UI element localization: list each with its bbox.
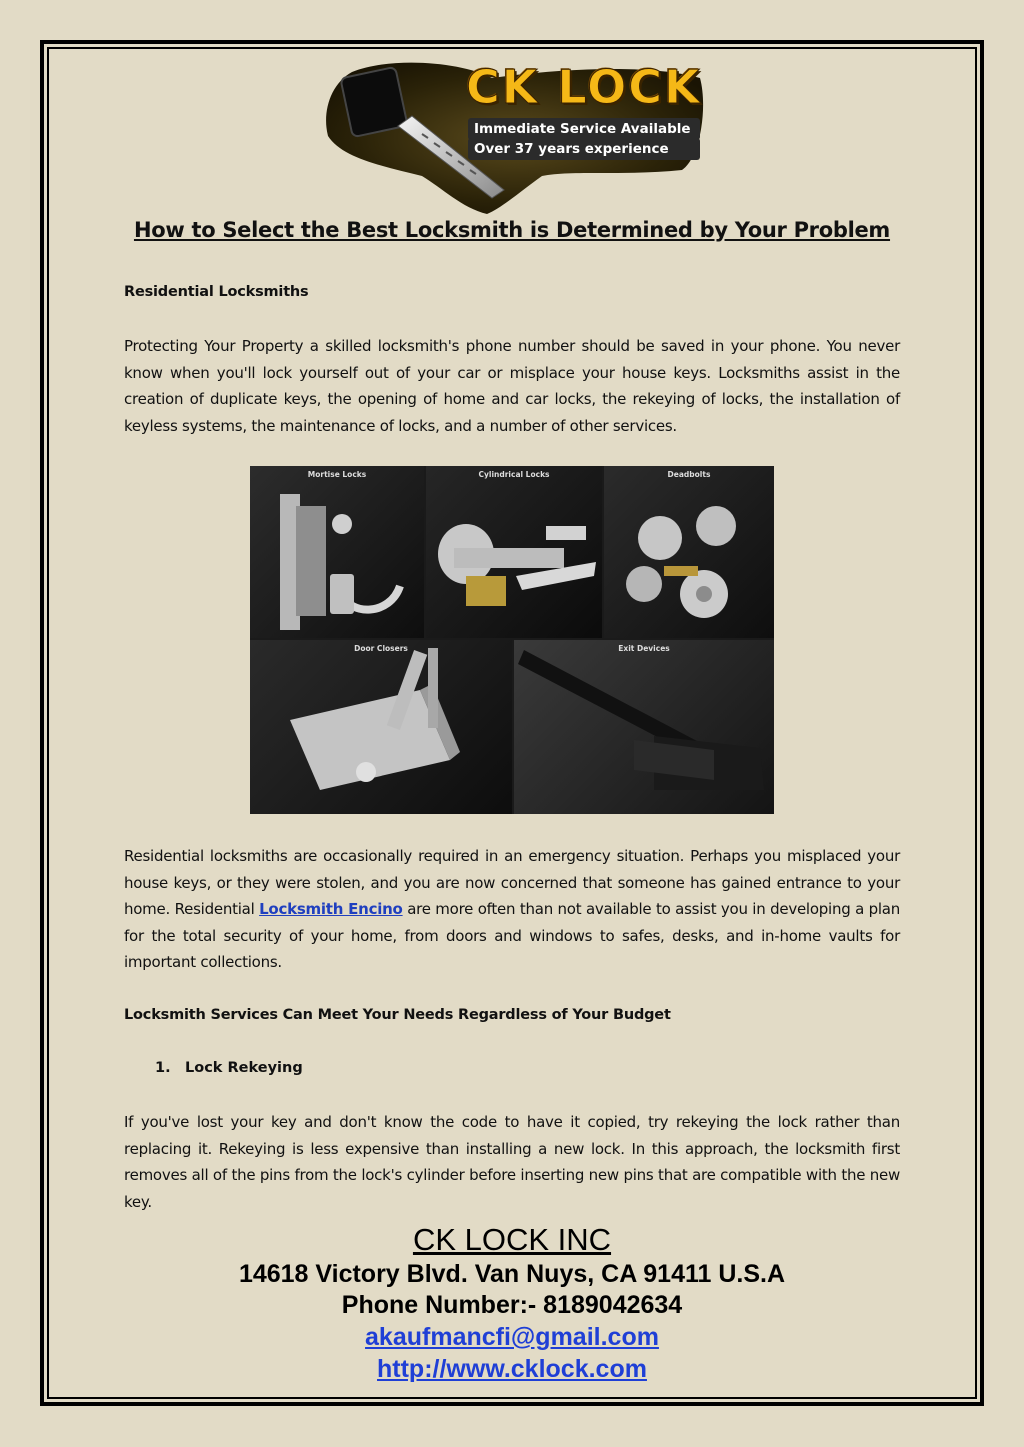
photo-panel-door-closers [250,640,512,814]
footer-email-link[interactable]: akaufmancfi@gmail.com [365,1323,659,1351]
paragraph-residential [124,843,900,976]
deadbolt-icon [604,466,774,638]
logo-brand-text: CK LOCK [466,60,702,114]
footer-website-link[interactable]: http://www.cklock.com [377,1355,647,1383]
mortise-lock-icon [250,466,424,638]
cylindrical-lock-icon [426,466,602,638]
photo-panel-deadbolts [604,466,774,638]
paragraph-residential-text-end: are more often than not available to assist you in developing a plan for the total security of your home, from doors and windows to safes, desks, and in-home vaults for important collections. [124,900,900,971]
caption-exit-devices: Exit Devices [618,644,670,653]
paragraph-intro: Protecting Your Property a skilled locksmith's phone number should be saved in your phone. You never know when you'll lock yourself out of your car or misplace your house keys. Locksmiths assist in the creation of duplicate keys, the opening of home and car locks, the rekeying of locks, the installation of keyless systems, the maintenance of locks, and a number of other services. [124,337,900,435]
list-item-label: Lock Rekeying [185,1060,303,1076]
footer-address: 14618 Victory Blvd. Van Nuys, CA 91411 U.S.A [238,1260,786,1288]
door-closer-icon [250,640,512,814]
footer-company-name: CK LOCK INC [412,1222,612,1257]
caption-deadbolts: Deadbolts [667,470,711,479]
paragraph-residential-text-start: Residential locksmiths are occasionally required in an emergency situation. Perhaps you misplaced your house keys, or they were stolen, and you are now concerned that someone has gained entrance to your home. Residential [124,847,900,918]
locksmith-encino-link[interactable]: Locksmith Encino [259,900,403,918]
section-heading-residential: Residential Locksmiths [124,284,309,300]
paragraph-rekeying: If you've lost your key and don't know the code to have it copied, try rekeying the lock rather than replacing it. Rekeying is less expensive than installing a new lock. In this approach, the locksmith first removes all of the pins from the lock's cylinder before inserting new pins that are compatible with the new key. [124,1113,900,1211]
caption-mortise: Mortise Locks [307,470,367,479]
document-title: How to Select the Best Locksmith is Determined by Your Problem [133,218,891,242]
lock-types-photo [250,466,774,814]
exit-device-icon [514,640,774,814]
photo-panel-exit-devices [514,640,774,814]
photo-panel-mortise [250,466,424,638]
caption-cylindrical: Cylindrical Locks [478,470,550,479]
list-item-lock-rekeying [155,1060,303,1076]
caption-door-closers: Door Closers [354,644,408,653]
footer-phone: Phone Number:- 8189042634 [341,1291,683,1319]
logo-tagline-1: Immediate Service Available [468,118,700,140]
section-heading-services: Locksmith Services Can Meet Your Needs Regardless of Your Budget [124,1007,671,1023]
list-item-number: 1. [155,1060,171,1076]
photo-panel-cylindrical [426,466,602,638]
logo-tagline-2: Over 37 years experience [468,138,700,160]
